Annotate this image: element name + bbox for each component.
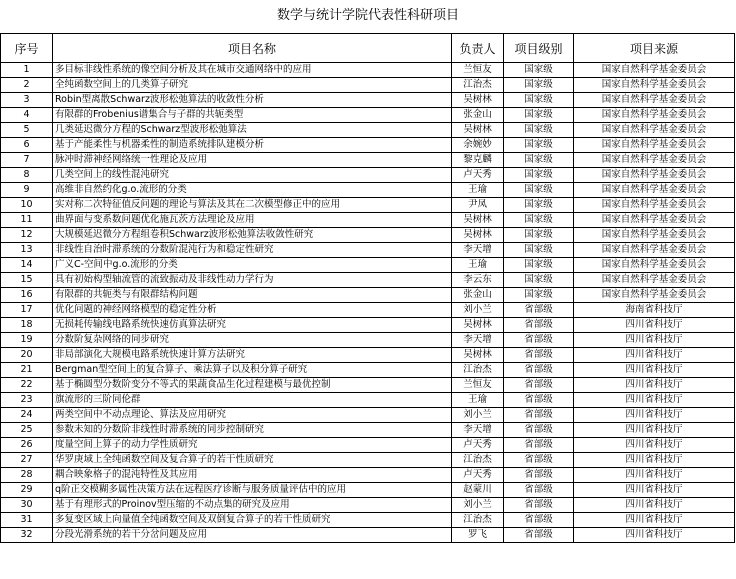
cell-level: 省部级	[504, 513, 574, 528]
cell-source: 四川省科技厅	[574, 393, 735, 408]
cell-leader: 吴树林	[452, 348, 504, 363]
cell-leader: 吴树林	[452, 213, 504, 228]
table-row	[1, 63, 735, 78]
cell-no: 21	[1, 363, 53, 378]
cell-source: 国家自然科学基金委员会	[574, 138, 735, 153]
cell-leader: 李云东	[452, 273, 504, 288]
cell-project-name: 两类空间中不动点理论、算法及应用研究	[53, 408, 452, 423]
cell-leader: 王瑜	[452, 183, 504, 198]
cell-source: 四川省科技厅	[574, 423, 735, 438]
table-row	[1, 183, 735, 198]
cell-no: 13	[1, 243, 53, 258]
cell-project-name: 高维非自然约化g.o.流形的分类	[53, 183, 452, 198]
cell-source: 四川省科技厅	[574, 453, 735, 468]
project-table	[0, 33, 735, 543]
table-body	[1, 63, 735, 543]
cell-no: 26	[1, 438, 53, 453]
cell-level: 国家级	[504, 138, 574, 153]
cell-no: 6	[1, 138, 53, 153]
cell-level: 国家级	[504, 198, 574, 213]
cell-no: 15	[1, 273, 53, 288]
cell-leader: 吴树林	[452, 318, 504, 333]
cell-level: 国家级	[504, 258, 574, 273]
cell-no: 17	[1, 303, 53, 318]
table-row	[1, 528, 735, 543]
cell-leader: 余婉妙	[452, 138, 504, 153]
cell-project-name: 基于椭圆型分数阶变分不等式的果蔬食品生化过程建模与最优控制	[53, 378, 452, 393]
cell-source: 国家自然科学基金委员会	[574, 153, 735, 168]
cell-source: 海南省科技厅	[574, 303, 735, 318]
cell-project-name: 无损耗传输线电路系统快速仿真算法研究	[53, 318, 452, 333]
cell-leader: 李天增	[452, 243, 504, 258]
cell-leader: 张金山	[452, 108, 504, 123]
cell-level: 国家级	[504, 78, 574, 93]
table-row	[1, 228, 735, 243]
cell-source: 四川省科技厅	[574, 318, 735, 333]
cell-source: 四川省科技厅	[574, 438, 735, 453]
cell-project-name: 具有初始构型轴流管的流致振动及非线性动力学行为	[53, 273, 452, 288]
cell-no: 18	[1, 318, 53, 333]
table-row	[1, 108, 735, 123]
cell-project-name: 实对称二次特征值反问题的理论与算法及其在二次模型修正中的应用	[53, 198, 452, 213]
table-row	[1, 303, 735, 318]
cell-level: 国家级	[504, 273, 574, 288]
cell-project-name: 几类延迟微分方程的Schwarz型波形松弛算法	[53, 123, 452, 138]
table-row	[1, 378, 735, 393]
cell-no: 22	[1, 378, 53, 393]
cell-leader: 卢天秀	[452, 468, 504, 483]
cell-level: 国家级	[504, 63, 574, 78]
cell-no: 31	[1, 513, 53, 528]
cell-project-name: 有限群的Frobenius谱集合与子群的共轭类型	[53, 108, 452, 123]
cell-leader: 卢天秀	[452, 438, 504, 453]
cell-source: 国家自然科学基金委员会	[574, 243, 735, 258]
cell-leader: 王瑜	[452, 393, 504, 408]
table-row	[1, 333, 735, 348]
cell-leader: 江治杰	[452, 78, 504, 93]
cell-no: 10	[1, 198, 53, 213]
cell-leader: 吴树林	[452, 228, 504, 243]
cell-project-name: 大规模延迟微分方程组卷积Schwarz波形松弛算法收敛性研究	[53, 228, 452, 243]
cell-leader: 赵蒙川	[452, 483, 504, 498]
cell-source: 国家自然科学基金委员会	[574, 228, 735, 243]
cell-level: 国家级	[504, 153, 574, 168]
table-row	[1, 273, 735, 288]
cell-level: 省部级	[504, 408, 574, 423]
cell-source: 国家自然科学基金委员会	[574, 288, 735, 303]
cell-no: 16	[1, 288, 53, 303]
cell-level: 省部级	[504, 303, 574, 318]
cell-project-name: 度量空间上算子的动力学性质研究	[53, 438, 452, 453]
table-row	[1, 453, 735, 468]
cell-source: 四川省科技厅	[574, 363, 735, 378]
cell-level: 省部级	[504, 333, 574, 348]
table-row	[1, 243, 735, 258]
cell-leader: 吴树林	[452, 123, 504, 138]
cell-level: 国家级	[504, 213, 574, 228]
cell-leader: 兰恒友	[452, 63, 504, 78]
cell-level: 国家级	[504, 108, 574, 123]
cell-level: 省部级	[504, 378, 574, 393]
cell-project-name: Robin型离散Schwarz波形松弛算法的收敛性分析	[53, 93, 452, 108]
table-row	[1, 288, 735, 303]
table-row	[1, 258, 735, 273]
cell-no: 14	[1, 258, 53, 273]
cell-no: 20	[1, 348, 53, 363]
cell-source: 国家自然科学基金委员会	[574, 273, 735, 288]
cell-project-name: 多复变区域上向量值全纯函数空间及双倒复合算子的若干性质研究	[53, 513, 452, 528]
cell-no: 3	[1, 93, 53, 108]
cell-no: 32	[1, 528, 53, 543]
table-row	[1, 363, 735, 378]
cell-level: 省部级	[504, 498, 574, 513]
cell-no: 23	[1, 393, 53, 408]
cell-leader: 李天增	[452, 333, 504, 348]
table-row	[1, 513, 735, 528]
table-row	[1, 168, 735, 183]
cell-project-name: 非局部演化大规模电路系统快速计算方法研究	[53, 348, 452, 363]
cell-level: 国家级	[504, 228, 574, 243]
cell-leader: 李天增	[452, 423, 504, 438]
table-row	[1, 438, 735, 453]
cell-project-name: 广义C-空间中g.o.流形的分类	[53, 258, 452, 273]
cell-level: 国家级	[504, 93, 574, 108]
cell-project-name: 多目标非线性系统的像空间分析及其在城市交通网络中的应用	[53, 63, 452, 78]
cell-source: 国家自然科学基金委员会	[574, 198, 735, 213]
cell-project-name: q阶正交模糊多属性决策方法在远程医疗诊断与服务质量评估中的应用	[53, 483, 452, 498]
cell-no: 28	[1, 468, 53, 483]
cell-level: 国家级	[504, 123, 574, 138]
cell-leader: 刘小兰	[452, 408, 504, 423]
cell-no: 1	[1, 63, 53, 78]
table-header-row	[1, 34, 735, 63]
cell-project-name: 非线性自治时滞系统的分数阶混沌行为和稳定性研究	[53, 243, 452, 258]
table-row	[1, 393, 735, 408]
page-title: 数学与统计学院代表性科研项目	[276, 8, 459, 23]
cell-source: 四川省科技厅	[574, 333, 735, 348]
cell-source: 国家自然科学基金委员会	[574, 168, 735, 183]
cell-leader: 江治杰	[452, 513, 504, 528]
table-row	[1, 468, 735, 483]
cell-level: 省部级	[504, 423, 574, 438]
cell-source: 国家自然科学基金委员会	[574, 108, 735, 123]
cell-source: 国家自然科学基金委员会	[574, 183, 735, 198]
table-row	[1, 483, 735, 498]
cell-project-name: 分段光滑系统的若干分岔问题及应用	[53, 528, 452, 543]
cell-level: 国家级	[504, 243, 574, 258]
cell-project-name: 几类空间上的线性混沌研究	[53, 168, 452, 183]
col-header-leader: 负责人	[452, 34, 504, 63]
table-row	[1, 318, 735, 333]
cell-project-name: 优化问题的神经网络模型的稳定性分析	[53, 303, 452, 318]
cell-project-name: 旗流形的三阶同伦群	[53, 393, 452, 408]
cell-no: 7	[1, 153, 53, 168]
cell-level: 省部级	[504, 363, 574, 378]
cell-leader: 江治杰	[452, 363, 504, 378]
cell-level: 省部级	[504, 393, 574, 408]
cell-source: 国家自然科学基金委员会	[574, 93, 735, 108]
cell-leader: 刘小兰	[452, 303, 504, 318]
cell-leader: 黎克麟	[452, 153, 504, 168]
cell-project-name: 基于产能柔性与机器柔性的制造系统排队建模分析	[53, 138, 452, 153]
cell-leader: 兰恒友	[452, 378, 504, 393]
cell-project-name: 全纯函数空间上的几类算子研究	[53, 78, 452, 93]
table-row	[1, 408, 735, 423]
cell-no: 24	[1, 408, 53, 423]
cell-project-name: 华罗庚域上全纯函数空间及复合算子的若干性质研究	[53, 453, 452, 468]
cell-leader: 王瑜	[452, 258, 504, 273]
cell-project-name: 分数阶复杂网络的同步研究	[53, 333, 452, 348]
table-row	[1, 93, 735, 108]
table-row	[1, 423, 735, 438]
cell-source: 国家自然科学基金委员会	[574, 258, 735, 273]
cell-project-name: 基于有理形式的Proinov型压缩的不动点集的研究及应用	[53, 498, 452, 513]
cell-source: 国家自然科学基金委员会	[574, 123, 735, 138]
cell-project-name: 有限群的共轭类与有限群结构问题	[53, 288, 452, 303]
cell-level: 省部级	[504, 438, 574, 453]
cell-no: 12	[1, 228, 53, 243]
cell-level: 省部级	[504, 468, 574, 483]
cell-leader: 尹凤	[452, 198, 504, 213]
cell-leader: 罗飞	[452, 528, 504, 543]
cell-source: 四川省科技厅	[574, 513, 735, 528]
table-row	[1, 138, 735, 153]
cell-level: 省部级	[504, 453, 574, 468]
table-row	[1, 498, 735, 513]
cell-source: 四川省科技厅	[574, 528, 735, 543]
cell-source: 四川省科技厅	[574, 348, 735, 363]
table-row	[1, 153, 735, 168]
cell-no: 9	[1, 183, 53, 198]
cell-level: 国家级	[504, 168, 574, 183]
col-header-source: 项目来源	[574, 34, 735, 63]
cell-source: 四川省科技厅	[574, 408, 735, 423]
table-row	[1, 348, 735, 363]
cell-source: 四川省科技厅	[574, 378, 735, 393]
cell-leader: 江治杰	[452, 453, 504, 468]
cell-source: 四川省科技厅	[574, 468, 735, 483]
cell-level: 国家级	[504, 288, 574, 303]
cell-source: 国家自然科学基金委员会	[574, 213, 735, 228]
cell-leader: 张金山	[452, 288, 504, 303]
cell-no: 30	[1, 498, 53, 513]
table-row	[1, 198, 735, 213]
cell-project-name: 参数未知的分数阶非线性时滞系统的同步控制研究	[53, 423, 452, 438]
cell-no: 29	[1, 483, 53, 498]
cell-source: 四川省科技厅	[574, 483, 735, 498]
cell-project-name: 脉冲时滞神经网络统一性理论及应用	[53, 153, 452, 168]
table-row	[1, 123, 735, 138]
cell-no: 8	[1, 168, 53, 183]
table-row	[1, 78, 735, 93]
cell-level: 省部级	[504, 348, 574, 363]
cell-project-name: 耦合映象格子的混沌特性及其应用	[53, 468, 452, 483]
cell-no: 25	[1, 423, 53, 438]
cell-level: 省部级	[504, 528, 574, 543]
cell-project-name: 曲界面与变系数问题优化施瓦茨方法理论及应用	[53, 213, 452, 228]
cell-level: 省部级	[504, 483, 574, 498]
cell-no: 27	[1, 453, 53, 468]
cell-level: 省部级	[504, 318, 574, 333]
cell-level: 国家级	[504, 183, 574, 198]
cell-source: 国家自然科学基金委员会	[574, 78, 735, 93]
cell-project-name: Bergman型空间上的复合算子、乘法算子以及积分算子研究	[53, 363, 452, 378]
cell-no: 4	[1, 108, 53, 123]
table-row	[1, 213, 735, 228]
cell-no: 5	[1, 123, 53, 138]
col-header-name: 项目名称	[53, 34, 452, 63]
cell-no: 11	[1, 213, 53, 228]
cell-source: 四川省科技厅	[574, 498, 735, 513]
cell-leader: 刘小兰	[452, 498, 504, 513]
col-header-level: 项目级别	[504, 34, 574, 63]
cell-leader: 吴树林	[452, 93, 504, 108]
cell-no: 19	[1, 333, 53, 348]
cell-leader: 卢天秀	[452, 168, 504, 183]
cell-source: 国家自然科学基金委员会	[574, 63, 735, 78]
col-header-no: 序号	[1, 34, 53, 63]
cell-no: 2	[1, 78, 53, 93]
